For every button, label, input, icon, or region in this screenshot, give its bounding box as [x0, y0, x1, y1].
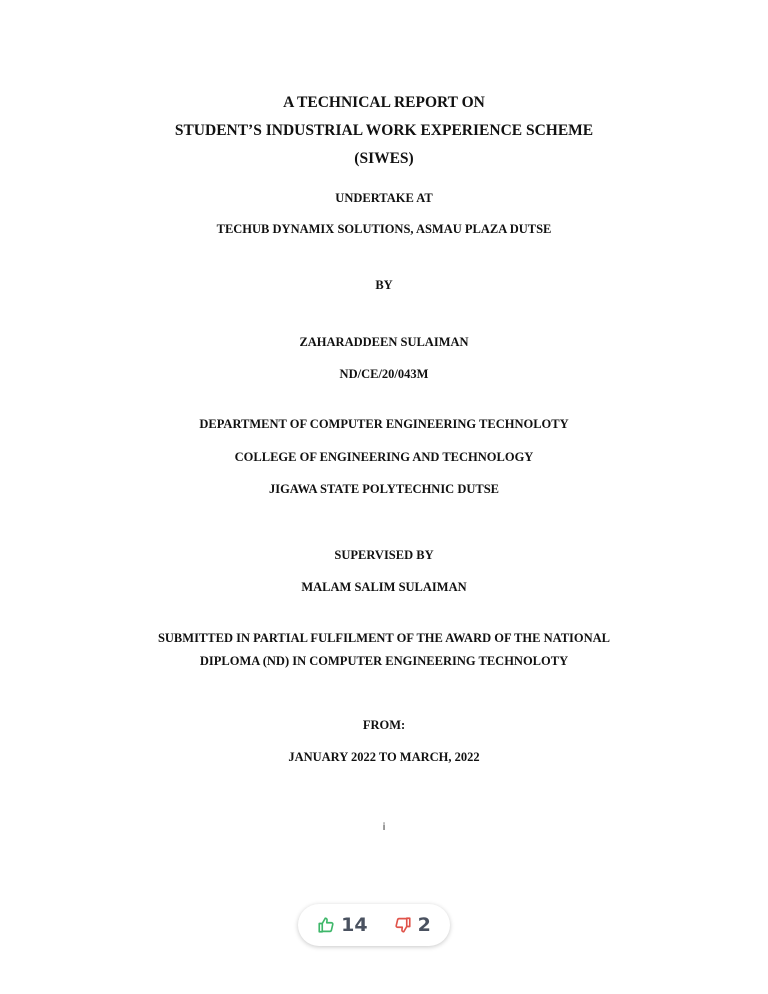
by-label: BY	[375, 278, 393, 292]
page-number: i	[382, 822, 386, 833]
thumbs-down-icon	[394, 916, 412, 934]
vote-bar	[298, 904, 450, 946]
thumbs-up-icon	[317, 916, 335, 934]
downvote-button[interactable]	[394, 914, 431, 936]
submission-line-2: DIPLOMA (ND) IN COMPUTER ENGINEERING TECHNOLOTY	[199, 654, 569, 668]
institution: JIGAWA STATE POLYTECHNIC DUTSE	[268, 482, 500, 496]
upvote-count: 14	[341, 914, 368, 936]
undertake-label: UNDERTAKE AT	[335, 191, 433, 205]
student-name: ZAHARADDEEN SULAIMAN	[299, 335, 469, 349]
department: DEPARTMENT OF COMPUTER ENGINEERING TECHNOLOTY	[199, 417, 569, 431]
period: JANUARY 2022 TO MARCH, 2022	[288, 750, 480, 764]
title-line-3: (SIWES)	[354, 150, 414, 167]
title-line-2: STUDENT’S INDUSTRIAL WORK EXPERIENCE SCHEME	[174, 122, 594, 139]
downvote-count: 2	[417, 914, 431, 936]
title-line-1: A TECHNICAL REPORT ON	[283, 94, 485, 111]
student-id: ND/CE/20/043M	[339, 367, 429, 381]
from-label: FROM:	[362, 718, 406, 732]
college: COLLEGE OF ENGINEERING AND TECHNOLOGY	[234, 450, 534, 464]
upvote-button[interactable]	[317, 914, 367, 936]
supervised-label: SUPERVISED BY	[334, 548, 434, 562]
submission-line-1: SUBMITTED IN PARTIAL FULFILMENT OF THE AWARD OF THE NATIONAL	[157, 631, 611, 645]
organization: TECHUB DYNAMIX SOLUTIONS, ASMAU PLAZA DUTSE	[216, 222, 552, 236]
supervisor: MALAM SALIM SULAIMAN	[301, 580, 467, 594]
